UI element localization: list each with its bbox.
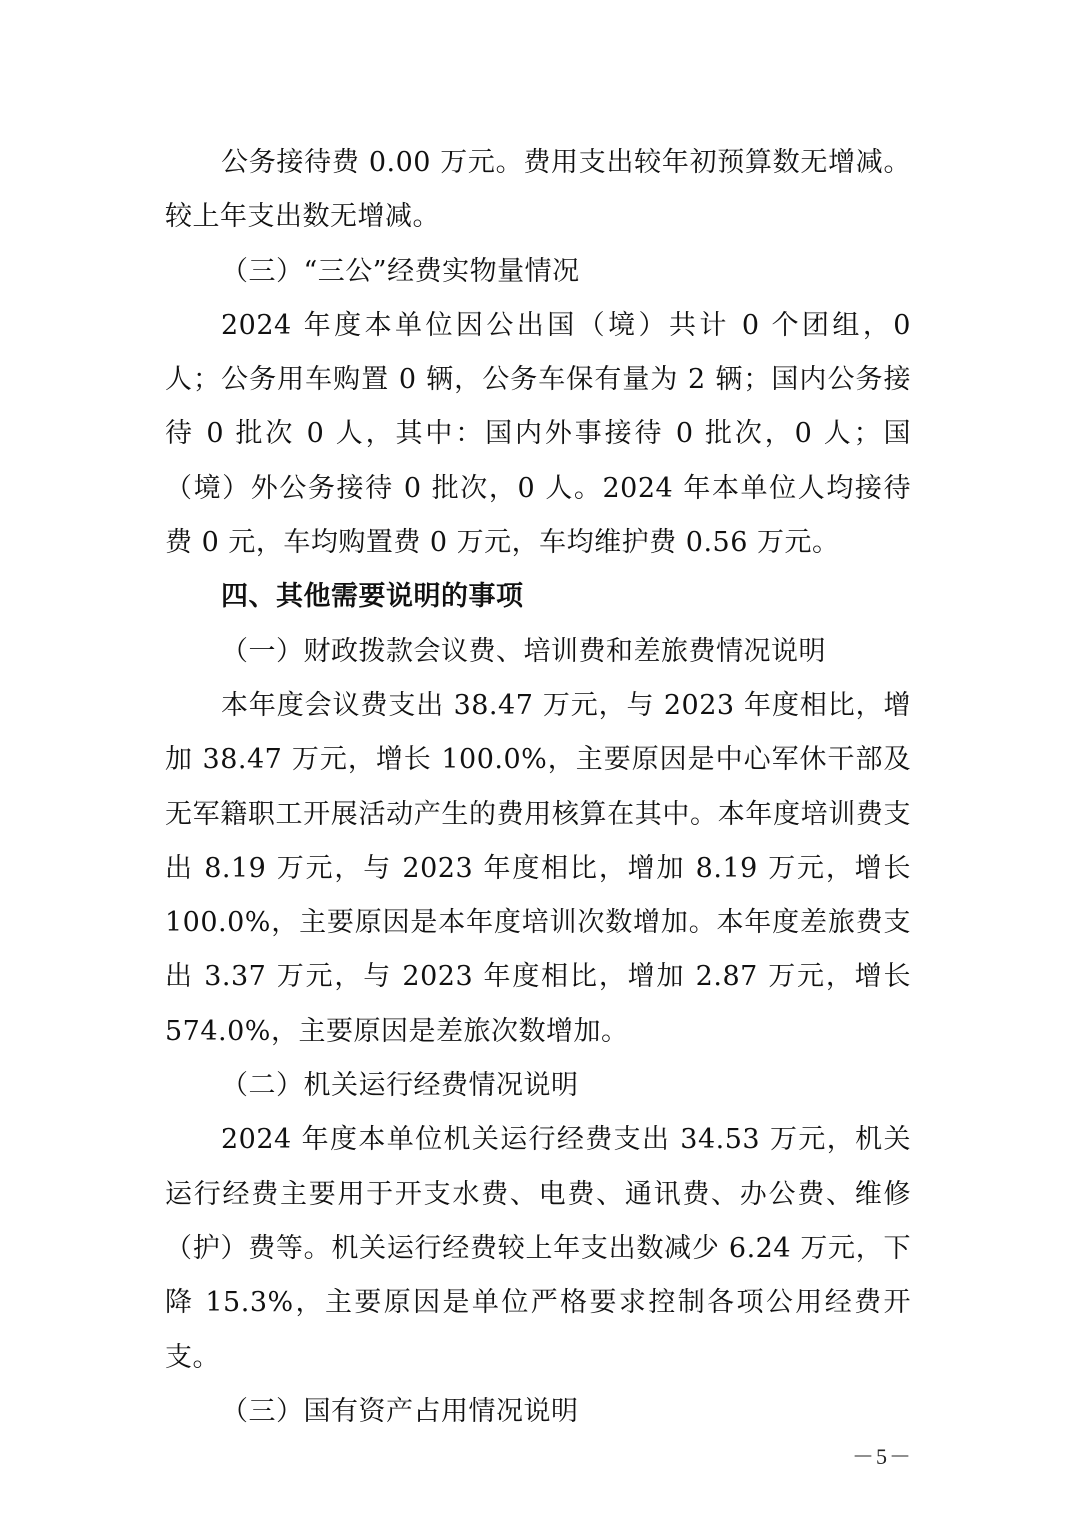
page-number: －5－ (851, 1444, 913, 1469)
paragraph-meeting-training-travel: 本年度会议费支出 38.47 万元，与 2023 年度相比，增加 38.47 万元，增长 100.0%，主要原因是中心军休干部及无军籍职工开展活动产生的费用核算在其中。本年度培训费支出 8.19 万元，与 2023 年度相比，增加 8.19 万元，增长 100.0%，主要原因是本年度培训次数增加。本年度差旅费支出 3.37 万元，与 2023 年度相比，增加 2.87 万元，增长 574.0%，主要原因是差旅次数增加。 (165, 689, 911, 1047)
heading-agency-operating-cost: （二）机关运行经费情况说明 (221, 1070, 579, 1102)
document-body (165, 136, 911, 1439)
paragraph-quantity-details: 2024 年度本单位因公出国（境）共计 0 个团组，0 人；公务用车购置 0 辆，公务车保有量为 2 辆；国内公务接待 0 批次 0 人，其中：国内外事接待 0 批次，0 人；国（境）外公务接待 0 批次，0 人。2024 年本单位人均接待费 0 元，车均购置费 0 万元，车均维护费 0.56 万元。 (165, 309, 911, 559)
heading-three-public-quantity: （三）“三公”经费实物量情况 (221, 255, 580, 287)
section-heading-other-matters: 四、其他需要说明的事项 (221, 581, 524, 613)
heading-state-assets: （三）国有资产占用情况说明 (221, 1395, 579, 1427)
paragraph-agency-operating-cost: 2024 年度本单位机关运行经费支出 34.53 万元，机关运行经费主要用于开支水费、电费、通讯费、办公费、维修（护）费等。机关运行经费较上年支出数减少 6.24 万元，下降 15.3%，主要原因是单位严格要求控制各项公用经费开支。 (165, 1124, 911, 1373)
paragraph-reception-fee: 公务接待费 0.00 万元。费用支出较年初预算数无增减。较上年支出数无增减。 (165, 147, 911, 233)
heading-meeting-training-travel: （一）财政拨款会议费、培训费和差旅费情况说明 (221, 635, 826, 667)
